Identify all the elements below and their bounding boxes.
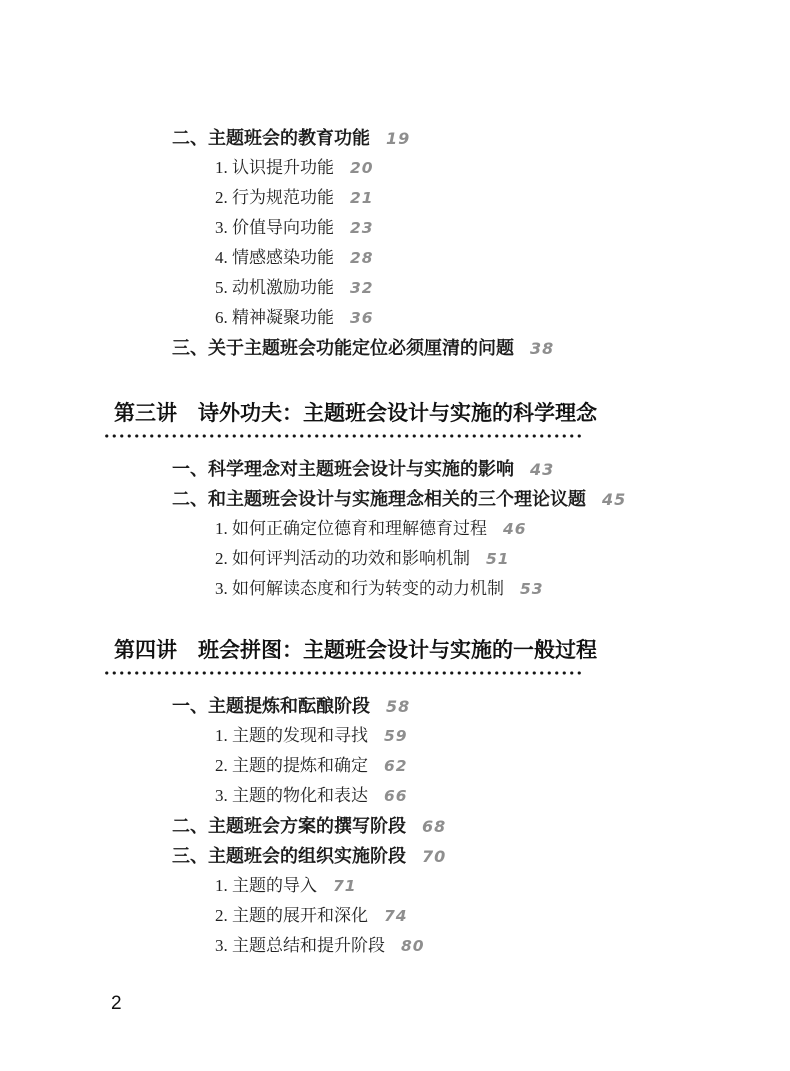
toc-entry: [0, 514, 790, 544]
chapter3-section: [0, 400, 790, 604]
toc-entry-page: 68: [422, 817, 447, 836]
chapter4-section: [0, 637, 790, 961]
toc-entry-label: 三、关于主题班会功能定位必须厘清的问题: [172, 338, 514, 358]
toc-entry-label: 3. 价值导向功能: [215, 218, 334, 237]
toc-entry: [0, 303, 790, 333]
toc-entry: [0, 751, 790, 781]
toc-entry: [0, 123, 790, 153]
toc-entry: [0, 273, 790, 303]
dotted-divider: [103, 669, 584, 677]
toc-entry-label: 二、主题班会的教育功能: [172, 128, 370, 148]
toc-entry-page: 66: [384, 787, 408, 805]
toc-entry: [0, 574, 790, 604]
toc-entry-label: 三、主题班会的组织实施阶段: [172, 846, 406, 866]
toc-entry: [0, 153, 790, 183]
toc-entry: [0, 243, 790, 273]
toc-entry: [0, 931, 790, 961]
toc-entry-page: 51: [486, 550, 510, 568]
toc-entry-page: 71: [333, 877, 357, 895]
toc-entry-label: 一、科学理念对主题班会设计与实施的影响: [172, 459, 514, 479]
toc-entry-label: 二、主题班会方案的撰写阶段: [172, 816, 406, 836]
toc-entry-label: 2. 如何评判活动的功效和影响机制: [215, 549, 470, 568]
toc-entry-page: 45: [602, 490, 627, 509]
toc-entry: [0, 484, 790, 514]
toc-entry-label: 1. 主题的导入: [215, 876, 317, 895]
toc-entry: [0, 333, 790, 363]
chapter3-entries: [0, 454, 790, 604]
toc-entry-page: 62: [384, 757, 408, 775]
toc-entry-label: 3. 主题总结和提升阶段: [215, 936, 385, 955]
toc-entry-page: 80: [401, 937, 425, 955]
toc-entry-page: 23: [350, 219, 374, 237]
toc-entry: [0, 691, 790, 721]
toc-entry: [0, 721, 790, 751]
toc-entry-page: 32: [350, 279, 374, 297]
toc-entry-label: 1. 认识提升功能: [215, 158, 334, 177]
toc-entry-label: 2. 行为规范功能: [215, 188, 334, 207]
toc-entry: [0, 544, 790, 574]
toc-entry-label: 4. 情感感染功能: [215, 248, 334, 267]
toc-entry-label: 3. 主题的物化和表达: [215, 786, 368, 805]
toc-entry: [0, 871, 790, 901]
toc-entry-page: 53: [520, 580, 544, 598]
toc-entry-label: 1. 主题的发现和寻找: [215, 726, 368, 745]
toc-entry-label: 2. 主题的展开和深化: [215, 906, 368, 925]
toc-entry-label: 5. 动机激励功能: [215, 278, 334, 297]
toc-entry-page: 21: [350, 189, 374, 207]
toc-entry: [0, 811, 790, 841]
toc-entry: [0, 841, 790, 871]
toc-entry-page: 59: [384, 727, 408, 745]
toc-entry-label: 1. 如何正确定位德育和理解德育过程: [215, 519, 487, 538]
chapter-heading: 第四讲 班会拼图：主题班会设计与实施的一般过程: [114, 639, 597, 662]
toc-entry-page: 28: [350, 249, 374, 267]
toc-entry: [0, 901, 790, 931]
toc-entry-label: 3. 如何解读态度和行为转变的动力机制: [215, 579, 504, 598]
toc-entry: [0, 213, 790, 243]
toc-entry-page: 20: [350, 159, 374, 177]
toc-entry-page: 43: [530, 460, 555, 479]
toc-entry-page: 70: [422, 847, 447, 866]
toc-entry-page: 36: [350, 309, 374, 327]
toc-entry-page: 38: [530, 339, 555, 358]
toc-entry-label: 二、和主题班会设计与实施理念相关的三个理论议题: [172, 489, 586, 509]
toc-entry-label: 6. 精神凝聚功能: [215, 308, 334, 327]
toc-entry-page: 58: [386, 697, 411, 716]
page-number: 2: [111, 993, 122, 1014]
chapter4-entries: [0, 691, 790, 961]
toc-entry-label: 一、主题提炼和酝酿阶段: [172, 696, 370, 716]
toc-entry: [0, 454, 790, 484]
toc-entry-page: 46: [503, 520, 527, 538]
toc-entry: [0, 183, 790, 213]
toc-entry-page: 19: [386, 129, 411, 148]
toc-entry-page: 74: [384, 907, 408, 925]
toc-entry: [0, 781, 790, 811]
toc-entry-label: 2. 主题的提炼和确定: [215, 756, 368, 775]
dotted-divider: [103, 432, 584, 440]
chapter2-continuation-entries: [0, 123, 790, 363]
chapter-heading: 第三讲 诗外功夫：主题班会设计与实施的科学理念: [114, 402, 597, 425]
